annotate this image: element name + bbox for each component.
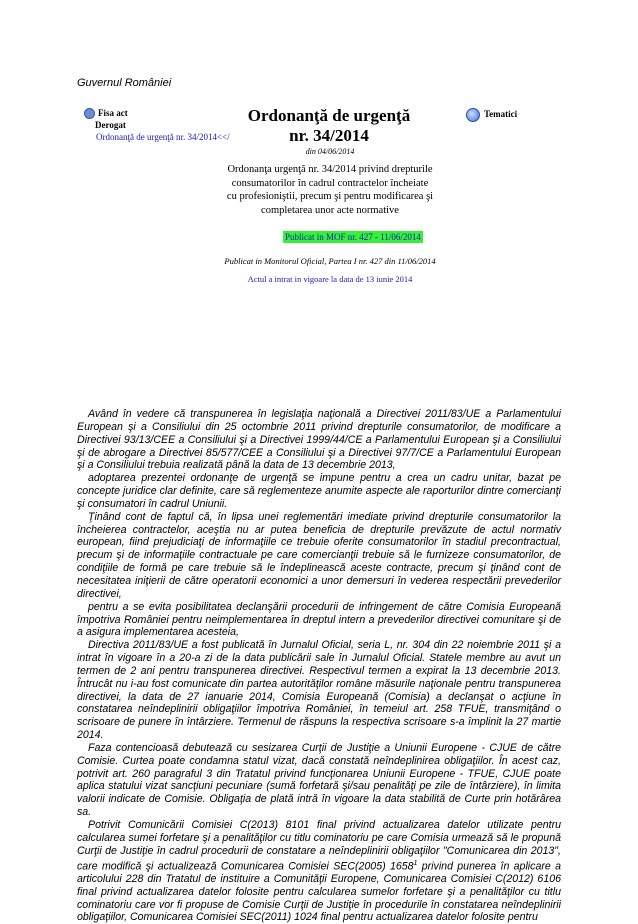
tematici-label: Tematici bbox=[484, 109, 518, 120]
status-label: Derogat bbox=[95, 120, 126, 130]
vigoare-link[interactable]: Actul a intrat in vigoare la data de 13 iunie 2014 bbox=[247, 274, 413, 284]
paragraph-part: privind punerea în aplicare a articolului 228 din Tratatul de instituire a Comunităţii Europene, Comunicarea Comisiei C(2012) 6106 final privind actualizarea datelor folosite pentru calcularea sumelor forfetare şi a penalităţilor cu titlu cominatoriu care vor fi propuse de Comisie Curţii de Justiţie în procedurile în constatarea neîndeplinirii obligaţiilor, Comunicarea Comisiei SEC(2011) 1024 final pentru actualizarea datelor folosite pentru bbox=[77, 860, 561, 924]
paragraph bbox=[77, 819, 561, 924]
tematici-link[interactable] bbox=[466, 108, 517, 122]
act-link[interactable]: Ordonanţă de urgenţă nr. 34/2014<</ bbox=[96, 132, 230, 142]
publicat-link[interactable]: Publicat in MOF nr. 427 - 11/06/2014 bbox=[285, 232, 421, 242]
paragraph: Ţinând cont de faptul că, în lipsa unei reglementări imediate privind drepturile consumatorilor la încheierea contractelor, aceştia nu ar putea beneficia de drepturile prevăzute de actul normativ european, fiind prejudiciaţi de informaţiile ce trebuie oferite consumatorilor în stadiul precontractual, precum şi de informaţiile contractuale pe care comercianţii trebuie să le furnizeze consumatorilor, de condiţiile de formă pe care trebuie să le îndeplinească aceste contracte, precum şi ţinând cont de necesitatea iniţierii de către operatorii economici a unor demersuri în vederea respectării prevederilor directivei, bbox=[77, 510, 561, 600]
paragraph: Având în vedere că transpunerea în legislaţia naţională a Directivei 2011/83/UE a Parlamentului European şi a Consiliului din 25 octombrie 2011 privind drepturile consumatorilor, de modificare a Directivei 93/13/CEE a Consiliului şi a Directivei 1999/44/CE a Parlamentului European şi a Consiliului şi de abrogare a Directivei 85/577/CEE a Consiliului şi a Directivei 97/7/CE a Parlamentului European şi a Consiliului trebuia realizată până la data de 13 decembrie 2013, bbox=[77, 408, 561, 472]
monitor-note: Publicat in Monitorul Oficial, Partea I nr. 427 din 11/06/2014 bbox=[224, 256, 436, 266]
paragraph: Faza contencioasă debutează cu sesizarea Curţii de Justiţie a Uniunii Europene - CJUE de către Comisie. Curtea poate condamna statul vizat, dacă constată neîndeplinirea obligaţiilor. În acest caz, potrivit art. 260 paragraful 3 din Tratatul privind funcţionarea Uniunii Europene - TFUE, CJUE poate aplica statului vizat sancţiuni pecuniare (sumă forfetară şi/sau penalităţi pe zile de întârziere), în limita valorii indicate de Comisie. Obligaţia de plată intră în vigoare la data stabilită de Curte prin hotărârea sa. bbox=[77, 741, 561, 819]
act-summary: Ordonanţa urgenţă nr. 34/2014 privind drepturile consumatorilor în cadrul contractelor încheiate cu profesioniştii, precum şi pentru modificarea şi completarea unor acte normative bbox=[226, 164, 434, 216]
fisa-act-link[interactable] bbox=[84, 108, 128, 119]
fisa-act-label: Fisa act bbox=[98, 108, 128, 118]
act-title: Ordonanţă de urgenţă nr. 34/2014 bbox=[247, 106, 411, 145]
globe-icon bbox=[466, 108, 480, 122]
paragraph-part: Potrivit Comunicării Comisiei C(2013) 8101 final privind actualizarea datelor utilizate pentru calcularea sumei forfetare şi a penalităţilor cu titlu cominatoriu pe care Comisia urmează să le propună Curţii de Justiţie în cadrul procedurii de constatare a neîndeplinirii obligaţiilor "Comunicarea din 2013", care modifică şi actualizează Comunicarea Comisiei SEC(2005) 1658 bbox=[77, 819, 561, 873]
paragraph: Directiva 2011/83/UE a fost publicată în Jurnalul Oficial, seria L, nr. 304 din 22 noiembrie 2011 şi a intrat în vigoare în a 20-a zi de la data publicării sale în Jurnalul Oficial. Statele membre au avut un termen de 2 ani pentru transpunerea directivei. Respectivul termen a expirat la 13 decembrie 2013. Întrucât nu i-au fost comunicate din partea autorităţilor române măsurile naţionale pentru transpunerea directivei, la data de 27 ianuarie 2014, Comisia Europeană (Comisia) a declanşat o acţiune în constatarea neîndeplinirii obligaţiilor împotriva României, în temeiul art. 258 TFUE, transmiţând o scrisoare de punere în întârziere. Termenul de răspuns la respectiva scrisoare s-a împlinit la 27 martie 2014. bbox=[77, 639, 561, 742]
act-body bbox=[77, 408, 561, 924]
act-date: din 04/06/2014 bbox=[305, 147, 355, 156]
info-icon bbox=[84, 108, 95, 119]
paragraph: pentru a se evita posibilitatea declanşării procedurii de infringement de către Comisia Europeană împotriva României pentru neimplementarea în dreptul intern a prevederilor directivei comunitare şi de a asigura implementarea acesteia, bbox=[77, 600, 561, 639]
paragraph: adoptarea prezentei ordonanţe de urgenţă se impune pentru a crea un cadru unitar, bazat pe concepte juridice clar definite, care să reglementeze anumite aspecte ale raporturilor dintre comercianţi şi consumatori în cadrul Uniunii. bbox=[77, 472, 561, 510]
footnote-ref[interactable]: 1 bbox=[413, 859, 418, 867]
government-heading: Guvernul României bbox=[77, 77, 172, 89]
